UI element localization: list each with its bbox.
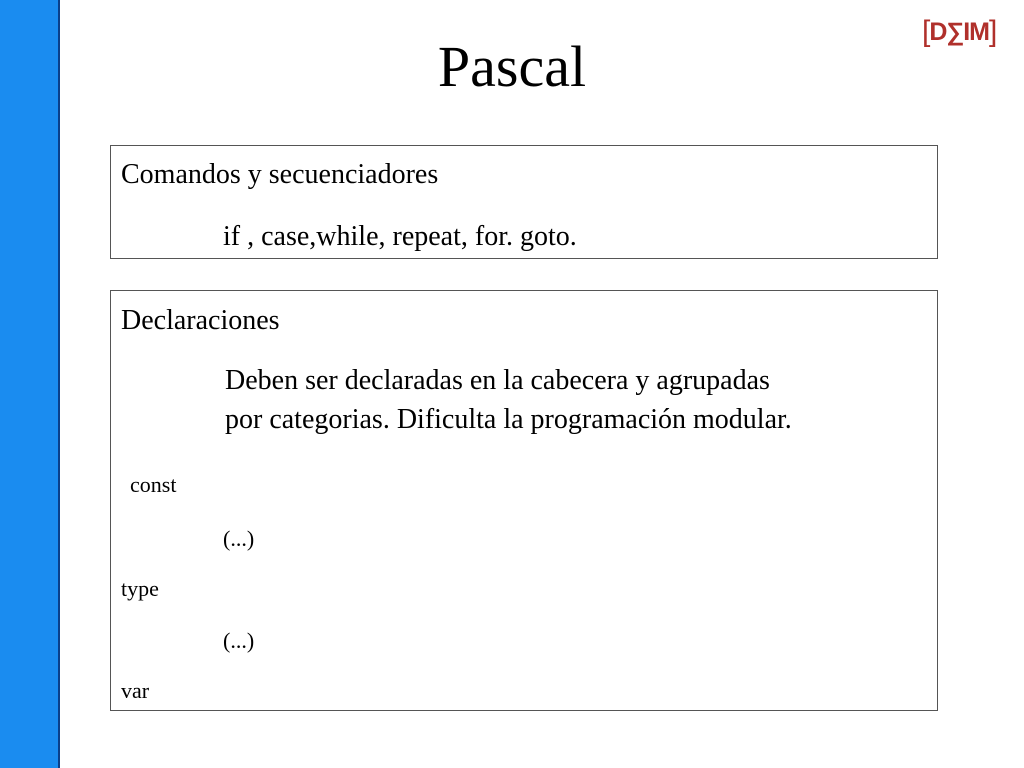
commands-heading: Comandos y secuenciadores [121,159,439,190]
code-const: const [130,472,177,497]
code-type-body: (...) [223,628,255,653]
logo-open-bracket: [ [922,15,930,48]
code-var: var [121,678,150,703]
declarations-heading: Declaraciones [121,305,280,336]
page-title: Pascal [437,34,587,99]
code-const-body: (...) [223,526,255,551]
commands-body: if , case,while, repeat, for. goto. [223,221,577,252]
declarations-body-line1: Deben ser declaradas en la cabecera y agrupadas [225,365,770,396]
logo-text: D∑IM [929,17,989,46]
logo-close-bracket: ] [989,15,997,48]
left-sidebar-stripe [0,0,60,768]
commands-box [110,145,938,259]
declarations-box [110,290,938,711]
declarations-body-line2: por categorias. Dificulta la programación modular. [225,404,792,435]
code-type: type [121,576,159,601]
